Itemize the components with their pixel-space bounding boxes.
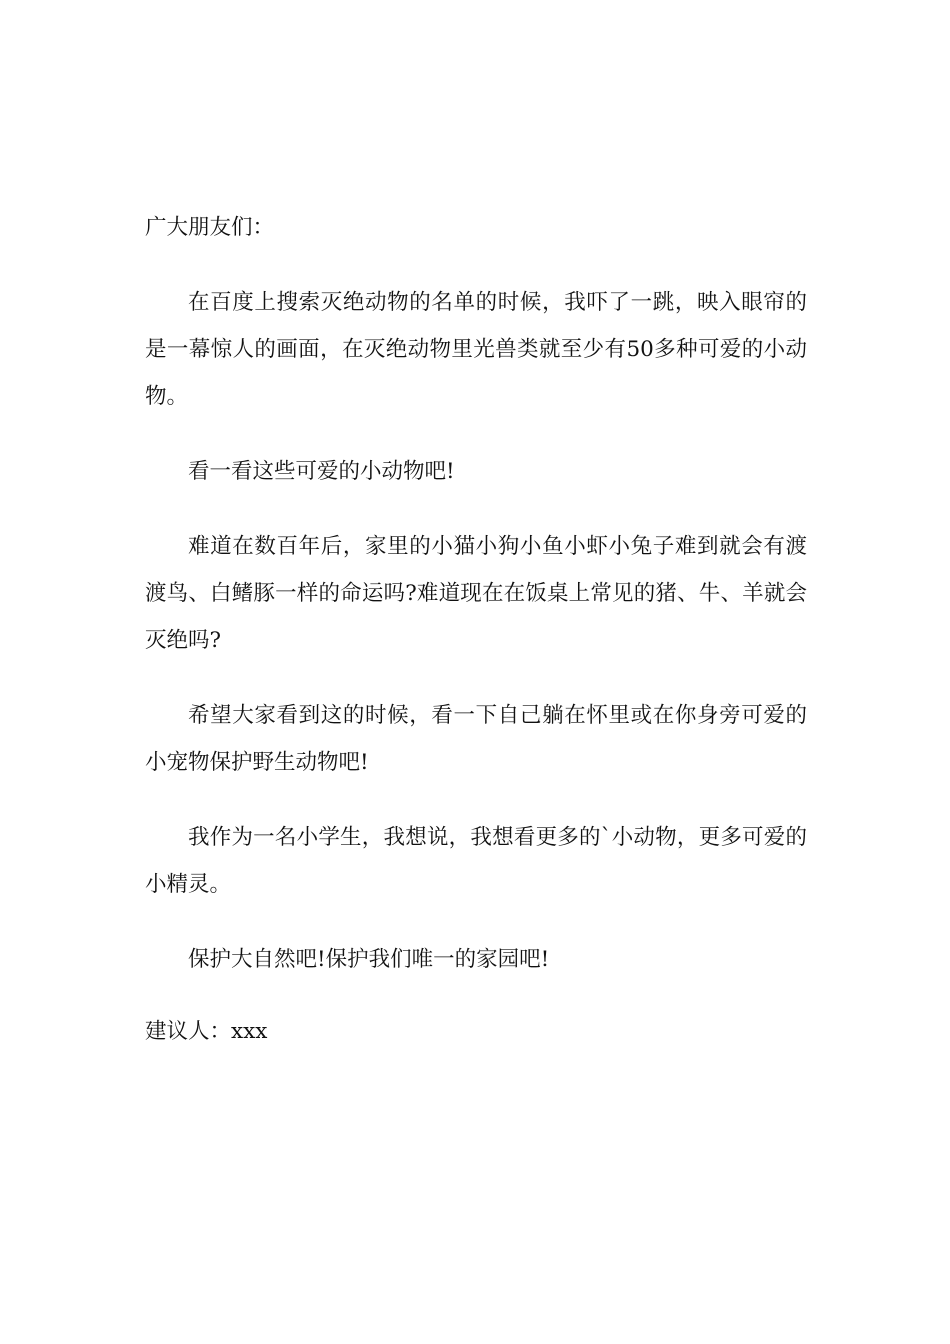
signature: 建议人：xxx xyxy=(145,1019,268,1044)
paragraph-4: 希望大家看到这的时候，看一下自己躺在怀里或在你身旁可爱的小宠物保护野生动物吧! xyxy=(145,703,807,775)
paragraph-3: 难道在数百年后，家里的小猫小狗小鱼小虾小兔子难到就会有渡渡鸟、白鳍豚一样的命运吗?难道现在在饭桌上常见的猪、牛、羊就会灭绝吗? xyxy=(145,534,807,653)
paragraph-5: 我作为一名小学生，我想说，我想看更多的`小动物，更多可爱的小精灵。 xyxy=(145,825,807,897)
letter-body xyxy=(145,204,807,1055)
paragraph-1: 在百度上搜索灭绝动物的名单的时候，我吓了一跳，映入眼帘的是一幕惊人的画面，在灭绝动物里光兽类就至少有50多种可爱的小动物。 xyxy=(145,290,807,409)
paragraph-6: 保护大自然吧!保护我们唯一的家园吧! xyxy=(188,947,550,972)
salutation: 广大朋友们： xyxy=(145,215,275,240)
paragraph-2: 看一看这些可爱的小动物吧! xyxy=(188,459,455,484)
